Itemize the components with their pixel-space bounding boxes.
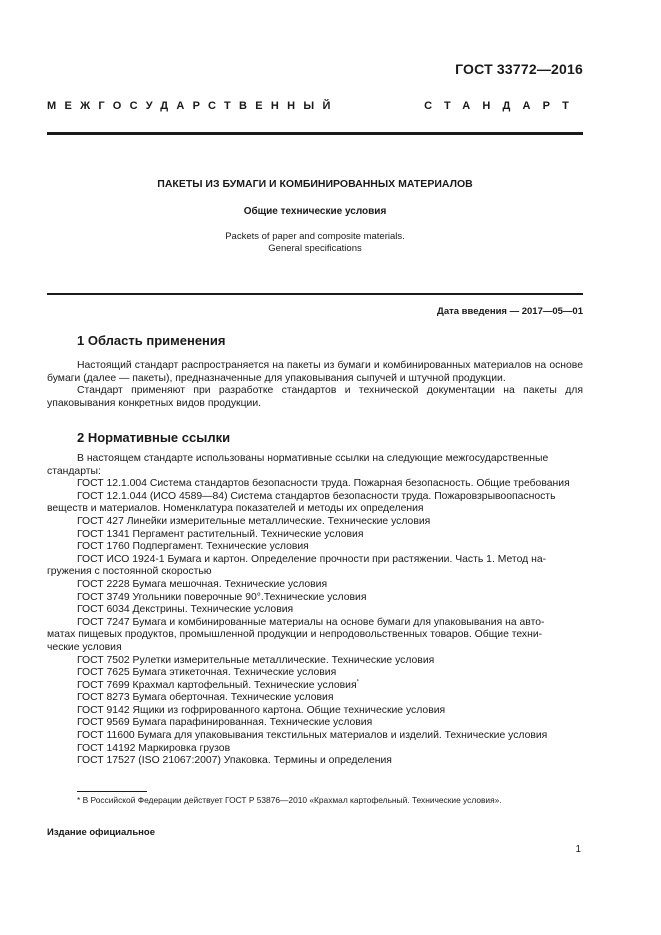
edition-label: Издание официальное: [47, 827, 155, 838]
section1-heading: 1 Область применения: [77, 333, 226, 348]
gost-code: ГОСТ 33772—2016: [455, 61, 583, 77]
document-title: ПАКЕТЫ ИЗ БУМАГИ И КОМБИНИРОВАННЫХ МАТЕРИАЛОВ: [157, 178, 473, 190]
reference-item: ГОСТ 11600 Бумага для упаковывания текстильных материалов и изделий. Технические условия: [77, 730, 548, 742]
reference-item: ГОСТ 3749 Угольники поверочные 90°.Технические условия: [77, 591, 367, 603]
reference-item-continuation: веществ и материалов. Номенклатура показателей и методы их определения: [47, 503, 424, 515]
reference-item: ГОСТ 6034 Декстрины. Технические условия: [77, 604, 294, 616]
section1-body: [47, 360, 583, 410]
page-number: 1: [575, 844, 581, 855]
reference-item-continuation: матах пищевых продуктов, промышленной продукции и непродовольственных товаров. Общие техни-: [47, 629, 543, 641]
reference-item: ГОСТ 7699 Крахмал картофельный. Технические условия*: [77, 679, 359, 691]
reference-item: ГОСТ 12.1.004 Система стандартов безопасности труда. Пожарная безопасность. Общие требования: [77, 478, 570, 490]
section1-paragraph-2: Стандарт применяют при разработке стандартов и технической документации на пакеты для упаковывания конкретных видов продукции.: [47, 385, 583, 409]
reference-item: ГОСТ 7247 Бумага и комбинированные материалы на основе бумаги для упаковывания на авто-: [77, 616, 545, 628]
section2-intro-line-1: В настоящем стандарте использованы нормативные ссылки на следующие межгосударственные: [77, 453, 549, 464]
reference-item: ГОСТ 1760 Подпергамент. Технические условия: [77, 541, 309, 553]
reference-item: ГОСТ 8273 Бумага оберточная. Технические условия: [77, 692, 334, 704]
introduction-date: Дата введения — 2017—05—01: [437, 306, 583, 317]
reference-item: ГОСТ 427 Линейки измерительные металлические. Технические условия: [77, 515, 431, 527]
document-subtitle: Общие технические условия: [243, 206, 387, 217]
reference-item: ГОСТ 7502 Рулетки измерительные металлические. Технические условия: [77, 654, 435, 666]
references-block: [47, 453, 583, 768]
footnote-rule: [77, 791, 147, 792]
reference-item: ГОСТ 17527 (ISO 21067:2007) Упаковка. Термины и определения: [77, 755, 392, 767]
reference-item: ГОСТ 1341 Пергамент растительный. Технические условия: [77, 528, 364, 540]
section1-paragraph-1: Настоящий стандарт распространяется на пакеты из бумаги и комбинированных материалов на основе бумаги (далее — пакеты), предназначенные для упаковывания сыпучей и штучной продукции.: [47, 360, 583, 384]
reference-item: ГОСТ 9569 Бумага парафинированная. Технические условия: [77, 717, 373, 729]
footnote: * В Российской Федерации действует ГОСТ Р 53876—2010 «Крахмал картофельный. Технические условия».: [77, 795, 502, 805]
reference-item-continuation: ческие условия: [47, 641, 122, 653]
english-title: Packets of paper and composite materials.: [225, 231, 405, 242]
header-rule: [47, 132, 583, 135]
title-rule: [47, 293, 583, 295]
footnote-marker: *: [356, 679, 359, 686]
interstate-label: МЕЖГОСУДАРСТВЕННЫЙ: [47, 100, 339, 112]
section2-heading: 2 Нормативные ссылки: [77, 430, 231, 445]
reference-item: ГОСТ 2228 Бумага мешочная. Технические условия: [77, 578, 328, 590]
english-subtitle: General specifications: [268, 243, 362, 254]
reference-item-continuation: гружения с постоянной скоростью: [47, 566, 212, 578]
reference-list: [47, 478, 583, 768]
reference-item: ГОСТ 14192 Маркировка грузов: [77, 742, 231, 754]
section2-intro-line-2: стандарты:: [47, 465, 101, 477]
standard-label: СТАНДАРТ: [424, 100, 581, 112]
reference-item: ГОСТ ИСО 1924-1 Бумага и картон. Определение прочности при растяжении. Часть 1. Метод на-: [77, 553, 547, 565]
reference-item: ГОСТ 12.1.044 (ИСО 4589—84) Система стандартов безопасности труда. Пожаровзрывоопасность: [77, 490, 556, 502]
reference-item: ГОСТ 9142 Ящики из гофрированного картона. Общие технические условия: [77, 704, 446, 716]
reference-item: ГОСТ 7625 Бумага этикеточная. Технические условия: [77, 667, 337, 679]
